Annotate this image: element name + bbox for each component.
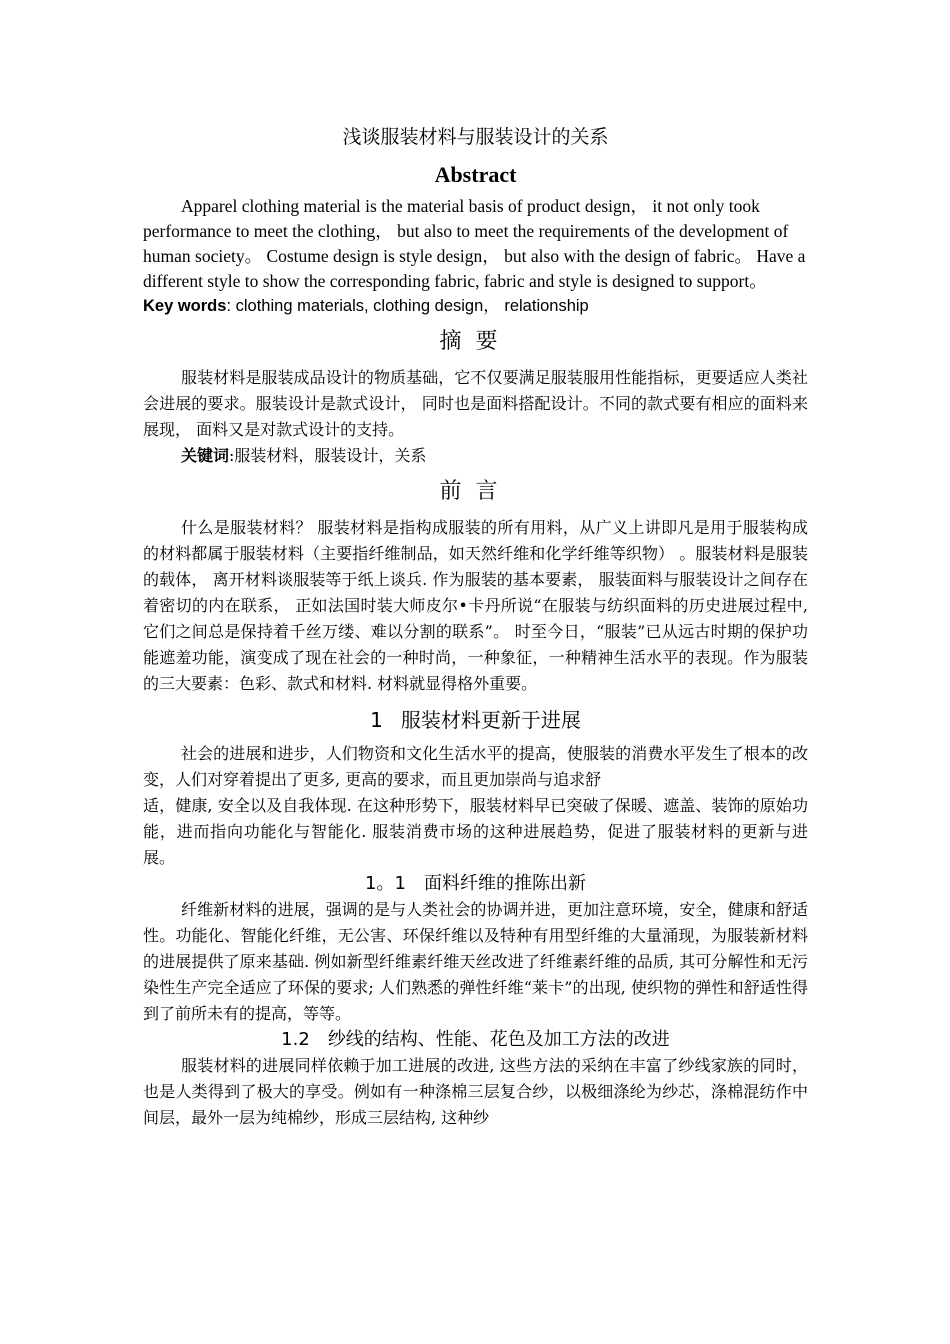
abstract-heading: Abstract <box>434 162 517 187</box>
section-1-2-body: 服装材料的进展同样依赖于加工进展的改进, 这些方法的采纳在丰富了纱线家族的同时，也是人类得到了极大的享受。例如有一种涤棉三层复合纱，以极细涤纶为纱芯，涤棉混纺作中间层，最外一层为纯棉纱，形成三层结构, 这种纱 <box>143 1056 808 1127</box>
document-page <box>143 118 808 1131</box>
section-1-number: 1 <box>370 708 383 732</box>
section-1-paragraph-2: 适，健康, 安全以及自我体现. 在这种形势下，服装材料早已突破了保暖、遮盖、装饰的原始功能，进而指向功能化与智能化. 服装消费市场的这种进展趋势，促进了服装材料的更新与进展。 <box>143 796 808 867</box>
summary-body: 服装材料是服装成品设计的物质基础，它不仅要满足服装服用性能指标，更要适应人类社会进展的要求。服装设计是款式设计， 同时也是面料搭配设计。不同的款式要有相应的面料来展现， 面料又是对款式设计的支持。 <box>143 368 808 439</box>
preface-heading: 前言 <box>439 479 512 504</box>
keywords-english-label: Key words <box>143 297 227 315</box>
keywords-english <box>143 294 808 319</box>
section-1-title: 服装材料更新于进展 <box>400 708 581 732</box>
section-1-1-heading <box>143 871 808 897</box>
section-1-1-title: 面料纤维的推陈出新 <box>423 873 586 894</box>
document-title: 浅谈服装材料与服装设计的关系 <box>342 126 609 148</box>
preface-body: 什么是服装材料？ 服装材料是指构成服装的所有用料，从广义上讲即凡是用于服装构成的材料都属于服装材料（主要指纤维制品，如天然纤维和化学纤维等织物） 。服装材料是服装的载体， 离开材料谈服装等于纸上谈兵. 作为服装的基本要素， 服装面料与服装设计之间存在着密切的内在联系， 正如法国时装大师皮尔•卡丹所说“在服装与纺织面料的历史进展过程中, 它们之间总是保持着千丝万缕、难以分割的联系”。 时至今日，“服装”已从远古时期的保护功能遮羞功能，演变成了现在社会的一种时尚，一种象征，一种精神生活水平的表现。作为服装的三大要素：色彩、款式和材料. 材料就显得格外重要。 <box>143 518 808 693</box>
keywords-english-text: : clothing materials, clothing design， relationship <box>226 297 589 315</box>
section-1-2-title: 纱线的结构、性能、花色及加工方法的改进 <box>327 1029 670 1050</box>
keywords-chinese <box>143 443 808 469</box>
summary-heading: 摘要 <box>439 329 512 354</box>
section-1-2-number: 1.2 <box>281 1029 310 1050</box>
section-1-heading <box>143 705 808 735</box>
section-1-1-body: 纤维新材料的进展，强调的是与人类社会的协调并进，更加注意环境，安全，健康和舒适性。功能化、智能化纤维，无公害、环保纤维以及特种有用型纤维的大量涌现，为服装新材料的进展提供了原来基础. 例如新型纤维素纤维天丝改进了纤维素纤维的品质, 其可分解性和无污染性生产完全适应了环保的要求; 人们熟悉的弹性纤维“莱卡”的出现, 使织物的弹性和舒适性得到了前所未有的提高，等等。 <box>143 900 808 1023</box>
section-1-paragraph-1: 社会的进展和进步，人们物资和文化生活水平的提高，使服装的消费水平发生了根本的改变，人们对穿着提出了更多, 更高的要求，而且更加崇尚与追求舒 <box>143 744 808 789</box>
section-1-1-number: 1。1 <box>365 873 406 894</box>
section-1-2-heading <box>143 1027 808 1053</box>
keywords-chinese-label: 关键词 <box>181 446 230 465</box>
keywords-chinese-text: :服装材料，服装设计，关系 <box>229 446 427 465</box>
abstract-body: Apparel clothing material is the material basis of product design， it not only took performance to meet the clothing， but also to meet the requirements of the development of human society。 Costume design is style design， but also with the design of fabric。 Have a different style to show the corresponding fabric, fabric and style is designed to support。 <box>143 196 806 291</box>
